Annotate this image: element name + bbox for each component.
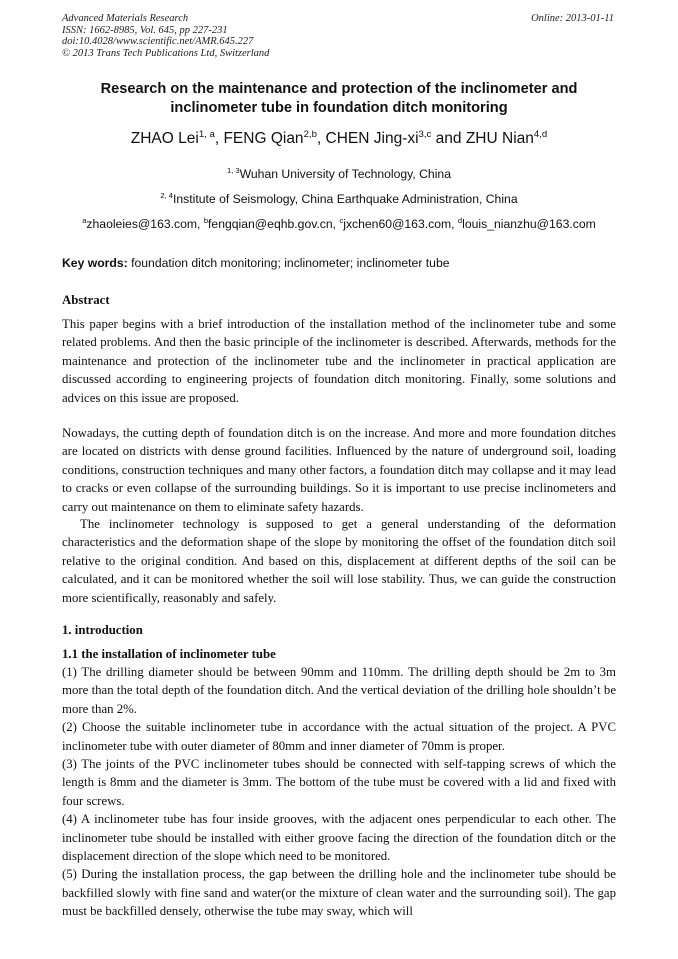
email-mark: b — [203, 215, 209, 225]
author-name: FENG Qian — [223, 130, 304, 147]
intro-paragraph: The inclinometer technology is supposed to get a general understanding of the deformation characteristics and the deformation shape of the slope by monitoring the offset of the foundation ditch soil relative to the original condition. And based on this, displacement at different depths of the soil can be calculated, and it can be monitored whether the soil will lose stability. Thus, we can guide the construction more scientifically, reasonably and safely. — [62, 517, 616, 605]
author-affiliation-mark: 4,d — [533, 128, 548, 140]
keywords — [62, 255, 616, 271]
email-list — [62, 216, 616, 232]
author-affiliation-mark: 3,c — [418, 128, 432, 140]
list-item: (1) The drilling diameter should be between 90mm and 110mm. The drilling depth should be 2m to 3m more than the total depth of the foundation ditch. And the vertical deviation of the drilling hole shouldn’t be more than 2%. — [62, 665, 616, 716]
email-separator: , — [197, 217, 204, 231]
section-heading: 1. introduction — [62, 623, 143, 637]
affiliation-mark: 1, 3 — [227, 165, 240, 175]
list-item: (2) Choose the suitable inclinometer tube in accordance with the actual situation of the project. A PVC inclinometer tube with outer diameter of 80mm and inner diameter of 70mm is proper. — [62, 720, 616, 753]
journal-name: Advanced Materials Research — [62, 13, 189, 24]
paper-title: Research on the maintenance and protection of the inclinometer and inclinometer tube in foundation ditch monitoring — [100, 81, 578, 116]
installation-steps — [62, 663, 616, 921]
email-address: fengqian@eqhb.gov.cn — [208, 217, 333, 231]
keywords-label: Key words: — [62, 256, 128, 270]
abstract-heading: Abstract — [62, 293, 110, 307]
affiliation-text: Wuhan University of Technology, China — [239, 167, 451, 181]
author-separator: , — [214, 130, 224, 147]
author-affiliation-mark: 2,b — [303, 128, 317, 140]
email-address: louis_nianzhu@163.com — [462, 217, 596, 231]
email-mark: c — [339, 215, 344, 225]
author-separator: and — [431, 130, 466, 147]
intro-paragraph: Nowadays, the cutting depth of foundation ditch is on the increase. And more and more foundation ditches are located on districts with dense ground facilities. Influenced by the nature of underground soil, loading conditions, construction techniques and many other factors, a foundation ditch may collapse and it may lead to cracks or even collapse of the surrounding buildings. So it is important to use precise inclinometers and carry out maintenance on them to eliminate safety hazards. — [62, 426, 616, 514]
affiliation — [62, 166, 616, 182]
affiliation — [62, 191, 616, 207]
author-list — [62, 129, 616, 149]
email-address: jxchen60@163.com — [343, 217, 452, 231]
email-separator: , — [332, 217, 340, 231]
email-mark: a — [82, 215, 87, 225]
issn-line: ISSN: 1662-8985, Vol. 645, pp 227-231 — [62, 24, 228, 36]
author-affiliation-mark: 1, a — [198, 128, 215, 140]
email-mark: d — [457, 215, 463, 225]
subsection-heading: 1.1 the installation of inclinometer tube — [62, 647, 276, 661]
journal-header — [62, 13, 618, 59]
author-name: CHEN Jing-xi — [325, 130, 419, 147]
affiliation-mark: 2, 4 — [160, 190, 173, 200]
email-address: zhaoleies@163.com — [86, 217, 198, 231]
abstract-text: This paper begins with a brief introduction of the installation method of the inclinometer tube and some related problems. And then the basic principle of the inclinometer is described. Afterwards, methods for the maintenance and protection of the inclinometer tube and the inclinometer in practical application are discussed according to engineering projects of foundation ditch monitoring. Finally, some solutions and advices on this issue are proposed. — [62, 317, 616, 405]
keywords-text: foundation ditch monitoring; inclinometer; inclinometer tube — [131, 256, 450, 270]
online-date: Online: 2013-01-11 — [531, 13, 614, 24]
author-name: ZHU Nian — [465, 130, 534, 147]
email-separator: , — [451, 217, 458, 231]
list-item: (3) The joints of the PVC inclinometer tubes should be connected with self-tapping screws of which the length is 8mm and the diameter is 3mm. The bottom of the tube must be covered with a lid and fixed with four screws. — [62, 757, 616, 808]
author-name: ZHAO Lei — [130, 130, 199, 147]
list-item: (4) A inclinometer tube has four inside grooves, with the adjacent ones perpendicular to each other. The inclinometer tube should be installed with either groove facing the direction of the foundation ditch or the displacement direction of the slope which need to be monitored. — [62, 812, 616, 864]
copyright-line: © 2013 Trans Tech Publications Ltd, Switzerland — [62, 47, 270, 59]
doi-line: doi:10.4028/www.scientific.net/AMR.645.227 — [62, 36, 254, 48]
author-separator: , — [316, 130, 326, 147]
list-item: (5) During the installation process, the gap between the drilling hole and the inclinometer tube should be backfilled slowly with fine sand and water(or the mixture of clean water and the surrounding soil). The gap must be backfilled densely, otherwise the tube may sway, which will — [62, 867, 616, 919]
affiliation-text: Institute of Seismology, China Earthquake Administration, China — [173, 192, 518, 206]
